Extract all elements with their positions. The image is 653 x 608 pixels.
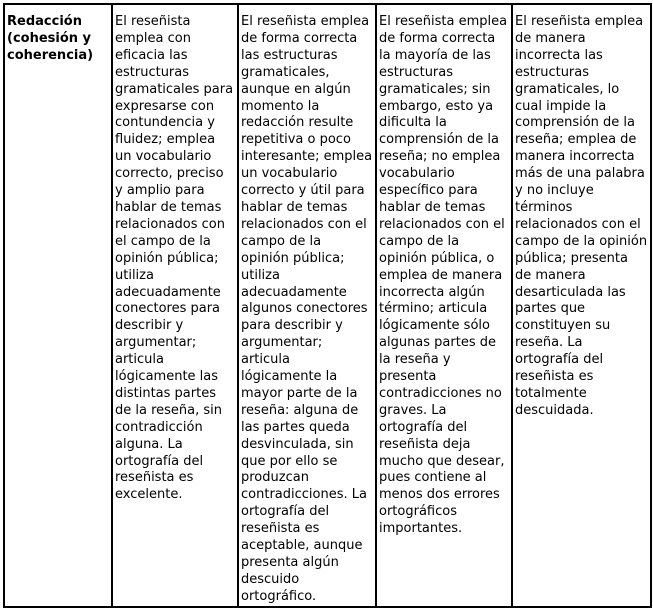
criterion-label: Redacción (cohesión y coherencia) <box>7 14 94 63</box>
level-cell-1 <box>112 4 238 607</box>
level-description-4: El reseñista emplea de manera incorrecta las estructuras gramaticales, lo cual impide la comprensión de la reseña; emplea de manera incorrecta más de una palabra y no incluye términos relacionados con el campo de la opinión pública; presenta de manera desarticulada las partes que constituyen su reseña. La ortografía del reseñista es totalmente descuidada. <box>515 14 648 418</box>
level-cell-2 <box>238 4 376 607</box>
criterion-cell <box>4 4 112 607</box>
level-cell-4 <box>512 4 651 607</box>
rubric-table <box>3 3 652 608</box>
level-description-3: El reseñista emplea de forma correcta la mayoría de las estructuras gramaticales; sin embargo, esto ya dificulta la comprensión de la reseña; no emplea vocabulario específico para hablar de temas relacionados con el campo de la opinión pública, o emplea de manera incorrecta algún término; articula lógicamente sólo algunas partes de la reseña y presenta contradicciones no graves. La ortografía del reseñista deja mucho que desear, pues contiene al menos dos errores ortográficos importantes. <box>379 14 508 537</box>
level-description-1: El reseñista emplea con eficacia las estructuras gramaticales para expresarse con contundencia y fluidez; emplea un vocabulario correcto, preciso y amplio para hablar de temas relacionados con el campo de la opinión pública; utiliza adecuadamente conectores para describir y argumentar; articula lógicamente las distintas partes de la reseña, sin contradicción alguna. La ortografía del reseñista es excelente. <box>115 14 234 503</box>
table-row <box>4 4 651 607</box>
level-description-2: El reseñista emplea de forma correcta las estructuras gramaticales, aunque en algún momento la redacción resulte repetitiva o poco interesante; emplea un vocabulario correcto y útil para hablar de temas relacionados con el campo de la opinión pública; utiliza adecuadamente algunos conectores para describir y argumentar; articula lógicamente la mayor parte de la reseña: alguna de las partes queda desvinculada, sin que por ello se produzcan contradicciones. La ortografía del reseñista es aceptable, aunque presenta algún descuido ortográfico. <box>241 14 373 604</box>
level-cell-3 <box>376 4 512 607</box>
